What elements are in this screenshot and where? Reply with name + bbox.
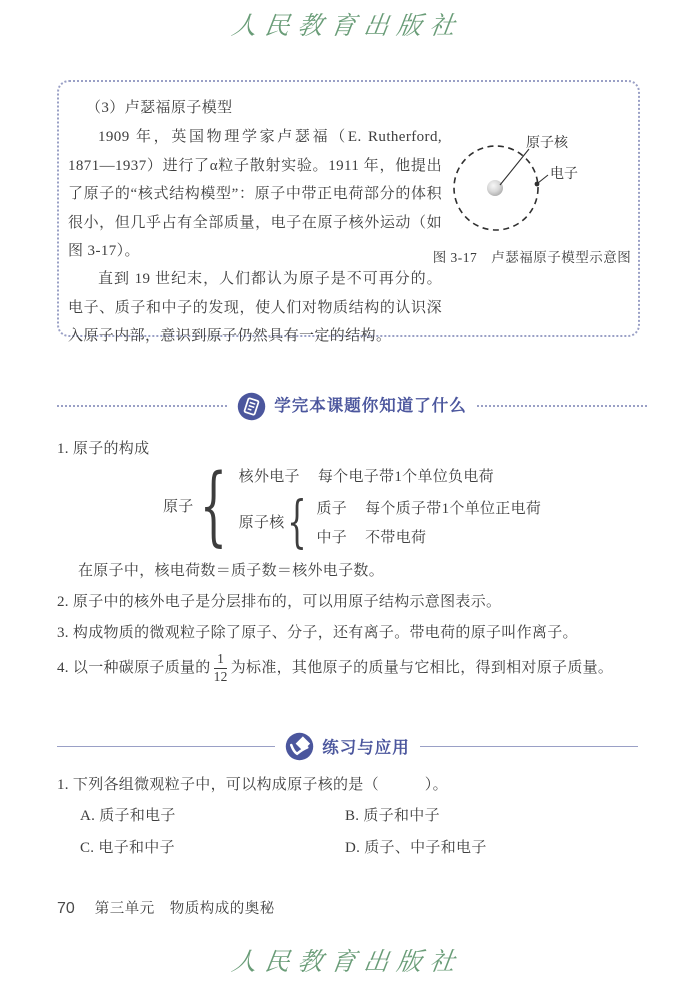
knowledge-item-2: 2. 原子中的核外电子是分层排布的，可以用原子结构示意图表示。 — [57, 594, 502, 610]
nucleus-branch-label: 原子核 — [238, 515, 285, 531]
electron-dot — [535, 182, 540, 187]
rutherford-model-text — [68, 94, 442, 351]
knowledge-item-1: 1. 原子的构成 — [57, 441, 150, 457]
option-b: B. 质子和中子 — [345, 808, 440, 824]
item4-text-before-fraction: 4. 以一种碳原子质量的 — [57, 659, 211, 676]
charge-equality-note: 在原子中，核电荷数＝质子数＝核外电子数。 — [78, 563, 385, 579]
unit-title: 第三单元 物质构成的奥秘 — [94, 901, 275, 917]
option-d: D. 质子、中子和电子 — [345, 840, 487, 856]
divider-line-left — [57, 405, 227, 407]
knowledge-item-4 — [57, 651, 647, 684]
proton-label: 质子 — [316, 500, 348, 517]
atom-model-diagram — [447, 130, 647, 245]
electron-branch-desc: 每个电子带1个单位负电荷 — [317, 468, 494, 485]
tree-root-label: 原子 — [163, 499, 194, 515]
item4-text-after-fraction: 为标准，其他原子的质量与它相比，得到相对原子质量。 — [230, 659, 614, 676]
rutherford-paragraph-2: 直到 19 世纪末，人们都认为原子是不可再分的。电子、质子和中子的发现，使人们对物质结构的认识深入原子内部，意识到原子仍然具有一定的结构。 — [68, 271, 442, 345]
option-a: A. 质子和电子 — [80, 808, 176, 824]
neutron-label: 中子 — [316, 529, 348, 546]
section-header-knowledge — [57, 391, 647, 421]
notes-icon — [237, 392, 266, 421]
publisher-logo-top: 人民教育出版社 — [229, 11, 465, 40]
inner-brace: { — [286, 490, 307, 556]
practice-check-icon — [285, 732, 314, 761]
proton-desc: 每个质子带1个单位正电荷 — [365, 500, 542, 517]
tree-branch-electron — [239, 466, 542, 488]
knowledge-summary-list — [57, 438, 647, 684]
exercise-block — [57, 773, 647, 860]
page-number: 70 — [57, 900, 75, 917]
outer-brace: { — [199, 456, 227, 557]
page-footer — [57, 897, 275, 918]
electron-branch-label: 核外电子 — [238, 468, 300, 485]
nucleus-label: 原子核 — [526, 136, 568, 151]
question-1: 1. 下列各组微观粒子中，可以构成原子核的是（ ）。 — [57, 777, 448, 793]
atom-composition-tree — [163, 456, 647, 557]
question-1-options — [80, 804, 647, 860]
tree-branch-nucleus — [238, 490, 542, 556]
practice-section-title: 练习与应用 — [322, 739, 410, 757]
fraction-denominator: 12 — [213, 668, 228, 684]
option-c: C. 电子和中子 — [80, 840, 175, 856]
tree-branch-neutron — [316, 527, 541, 549]
knowledge-item-3: 3. 构成物质的微观粒子除了原子、分子，还有离子。带电荷的原子叫作离子。 — [57, 625, 578, 641]
electron-pointer-line — [538, 175, 548, 183]
one-twelfth-fraction — [214, 651, 228, 684]
electron-label: 电子 — [550, 167, 578, 182]
knowledge-section-title: 学完本课题你知道了什么 — [274, 397, 467, 415]
divider-line-left — [57, 746, 275, 747]
publisher-logo-bottom: 人民教育出版社 — [229, 947, 465, 976]
section-header-practice — [57, 731, 638, 761]
rutherford-model-box — [57, 80, 640, 345]
nucleus-sphere — [487, 180, 503, 196]
neutron-desc: 不带电荷 — [365, 529, 427, 546]
divider-line-right — [477, 405, 647, 407]
nucleus-pointer-line — [500, 149, 529, 185]
fraction-numerator: 1 — [214, 651, 227, 669]
figure-caption: 图 3-17 卢瑟福原子模型示意图 — [432, 250, 632, 265]
tree-branch-proton — [316, 498, 541, 520]
divider-line-right — [420, 746, 638, 747]
rutherford-model-title: （3）卢瑟福原子模型 — [86, 100, 233, 116]
rutherford-paragraph-1: 1909 年，英国物理学家卢瑟福（E. Rutherford, 1871—1937）进行了α粒子散射实验。1911 年，他提出了原子的“核式结构模型”：原子中带正电荷部分的体积很小，但几乎占有全部质量，电子在原子核外运动（如图 3-17）。 — [68, 129, 442, 260]
